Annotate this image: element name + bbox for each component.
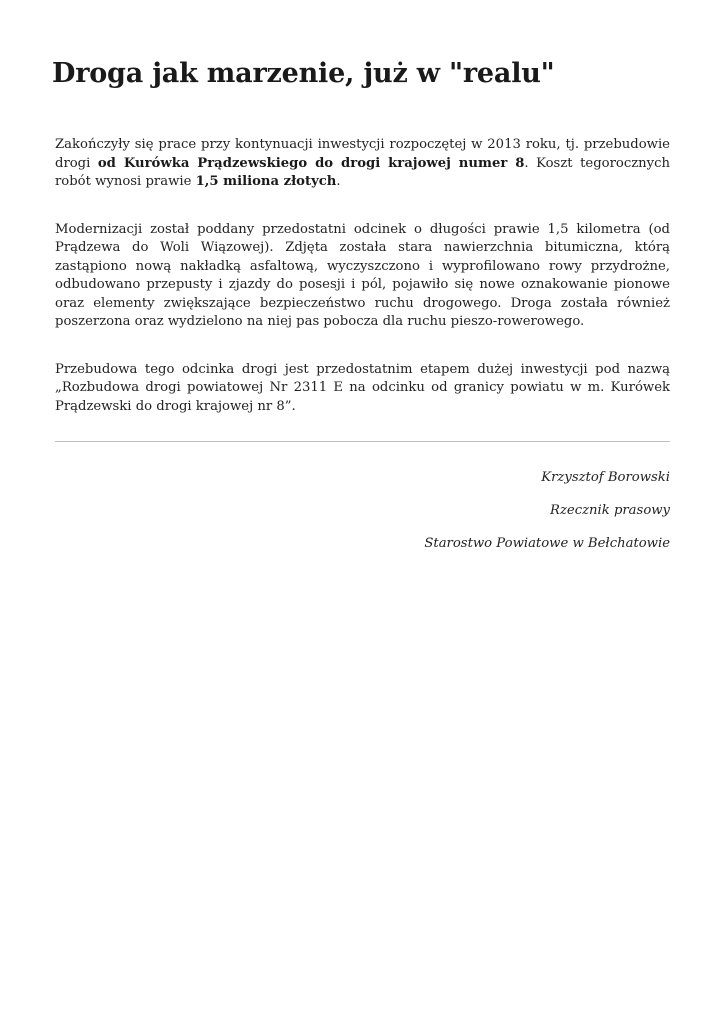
paragraph-intro-bold-cost: 1,5 miliona złotych: [195, 174, 337, 189]
signature-name: Krzysztof Borowski: [541, 470, 670, 485]
paragraph-intro-bold-route: od Kurówka Prądzewskiego do drogi krajowej numer 8: [97, 155, 525, 171]
paragraph-investment: Przebudowa tego odcinka drogi jest przedostatnim etapem dużej inwestycji pod nazwą „Rozbudowa drogi powiatowej Nr 2311 E na odcinku od granicy powiatu w m. Kurówek Prądzewski do drogi krajowej nr 8”.: [55, 361, 670, 414]
paragraph-intro-text-1: Zakończyły się prace przy kontynuacji inwestycji rozpoczętej w 2013 roku, tj. przebudowie drogi: [55, 137, 670, 171]
paragraph-modernization: Modernizacji został poddany przedostatni odcinek o długości prawie 1,5 kilometra (od Prądzewa do Woli Wiązowej). Zdjęta została stara nawierzchnia bitumiczna, którą zastąpiono nową nakładką asfaltową, wyczyszczono i wyprofilowano rowy przydrożne, odbudowano przepusty i zjazdy do posesji i pól, pojawiło się nowe oznakowanie pionowe oraz elementy zwiększające bezpieczeństwo ruchu drogowego. Droga została również poszerzona oraz wydzielono na niej pas pobocza dla ruchu pieszo-rowerowego.: [55, 221, 670, 329]
page-title: Droga jak marzenie, już w "realu": [52, 58, 555, 89]
paragraph-intro-text-3: .: [336, 174, 341, 189]
article-body: [55, 136, 670, 445]
signature-organization: Starostwo Powiatowe w Bełchatowie: [424, 536, 670, 551]
paragraph-intro: [55, 136, 670, 192]
paragraph-intro-text-2: . Koszt tegorocznych robót wynosi prawie: [55, 155, 670, 189]
section-divider: [55, 441, 670, 442]
signature-role: Rzecznik prasowy: [550, 503, 670, 518]
